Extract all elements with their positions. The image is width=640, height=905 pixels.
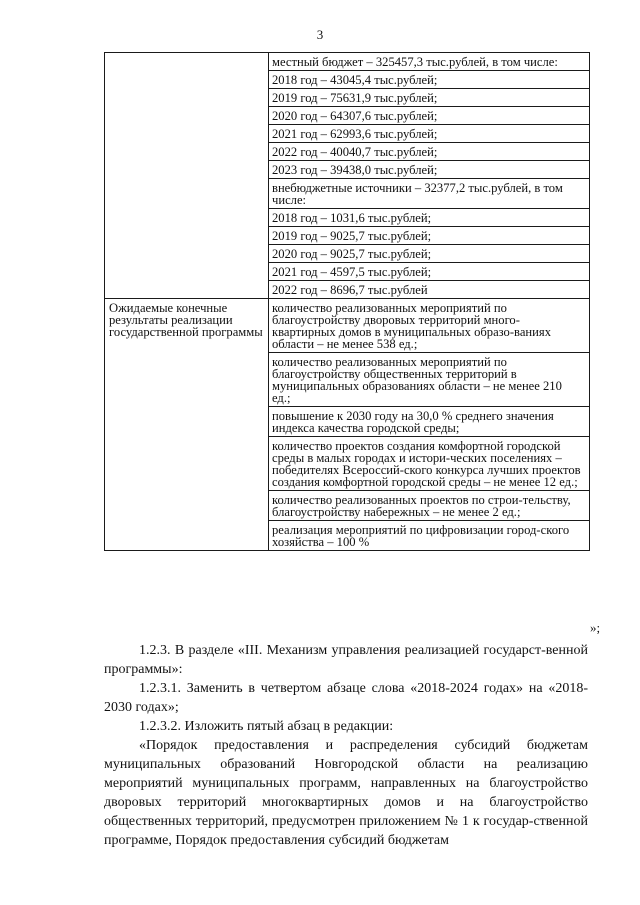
page-number: 3: [316, 27, 324, 42]
local-budget-year: 2023 год – 39438,0 тыс.рублей;: [269, 161, 589, 179]
paragraph-subsidy-order: «Порядок предоставления и распределения субсидий бюджетам муниципальных образований Новгородской области на реализацию мероприятий муниципальных программ, направленных на благоустройство дворовых территорий многоквартирных домов и на благоустройство общественных территорий, предусмотрен приложением № 1 к государ-ственной программе, Порядок предоставления субсидий бюджетам: [104, 738, 588, 848]
closing-quote-mark: »;: [590, 620, 601, 635]
result-item: количество реализованных проектов по строи-тельству, благоустройству набережных – не менее 2 ед.;: [269, 491, 589, 521]
extra-budget-year: 2022 год – 8696,7 тыс.рублей: [272, 283, 428, 297]
extra-budget-year: 2021 год – 4597,5 тыс.рублей;: [269, 263, 589, 281]
local-budget-year: 2018 год – 43045,4 тыс.рублей;: [269, 71, 589, 89]
result-item: количество реализованных мероприятий по благоустройству дворовых территорий много-квартирных домов в муниципальных образо-ваниях области – не менее 538 ед.;: [269, 299, 589, 353]
budget-row: [105, 53, 590, 299]
local-budget-header: местный бюджет – 325457,3 тыс.рублей, в том числе:: [269, 53, 589, 71]
local-budget-year: 2021 год – 62993,6 тыс.рублей;: [269, 125, 589, 143]
result-item: повышение к 2030 году на 30,0 % среднего значения индекса качества городской среды;: [269, 407, 589, 437]
extra-budget-year: 2018 год – 1031,6 тыс.рублей;: [269, 209, 589, 227]
program-passport-table: [104, 52, 590, 551]
local-budget-year: 2022 год – 40040,7 тыс.рублей;: [269, 143, 589, 161]
results-row-value-cell: [269, 299, 590, 551]
budget-row-label-cell: [105, 53, 269, 299]
result-item: реализация мероприятий по цифровизации город-ского хозяйства – 100 %: [272, 523, 570, 549]
result-item: количество реализованных мероприятий по благоустройству общественных территорий в муниципальных образованиях области – не менее 210 ед.;: [269, 353, 589, 407]
extra-budget-header: внебюджетные источники – 32377,2 тыс.рублей, в том числе:: [269, 179, 589, 209]
program-table-wrap: [104, 52, 588, 632]
budget-row-value-cell: [269, 53, 590, 299]
paragraph-section-iii: 1.2.3. В разделе «III. Механизм управления реализацией государст-венной программы»:: [104, 643, 588, 677]
results-row: [105, 299, 590, 551]
paragraph-fifth-abzac: 1.2.3.2. Изложить пятый абзац в редакции:: [139, 719, 394, 734]
extra-budget-year: 2019 год – 9025,7 тыс.рублей;: [269, 227, 589, 245]
paragraph-replace-years: 1.2.3.1. Заменить в четвертом абзаце слова «2018-2024 годах» на «2018-2030 годах»;: [104, 681, 588, 715]
local-budget-year: 2019 год – 75631,9 тыс.рублей;: [269, 89, 589, 107]
result-item: количество проектов создания комфортной городской среды в малых городах и истори-ческих поселениях – победителях Всероссий-ского конкурса лучших проектов создания комфортной городской среды – не менее 12 ед.;: [269, 437, 589, 491]
extra-budget-year: 2020 год – 9025,7 тыс.рублей;: [269, 245, 589, 263]
results-row-label-cell: [105, 299, 269, 551]
results-row-label: Ожидаемые конечные результаты реализации государственной программы: [109, 301, 263, 339]
local-budget-year: 2020 год – 64307,6 тыс.рублей;: [269, 107, 589, 125]
